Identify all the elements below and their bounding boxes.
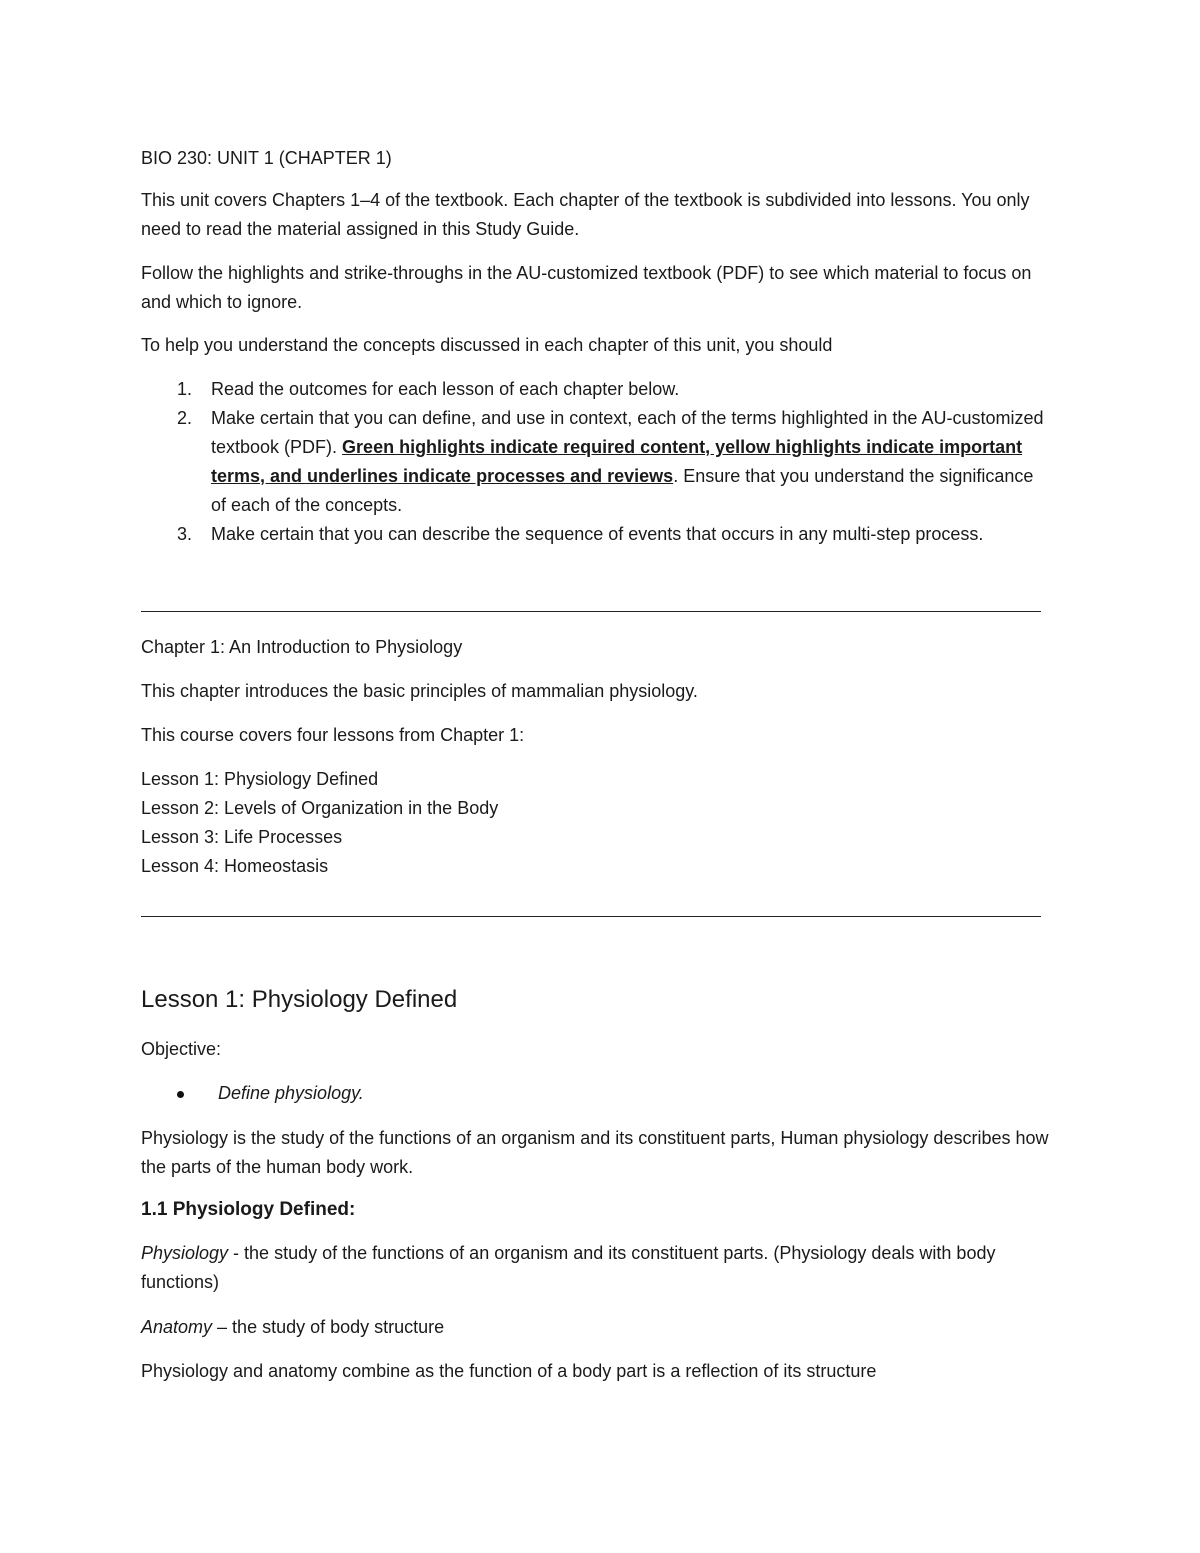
lesson-summary: Physiology is the study of the functions of an organism and its constituent parts, Human physiology describes how the parts of the human body work. (141, 1128, 1049, 1177)
list-item (141, 375, 1051, 404)
step-text-before: Make certain that you can define, and use in context, each of the terms highlighted in the AU-customized textbook (PDF). (211, 408, 1044, 457)
definition-text: - the study of the functions of an organism and its constituent parts. (Physiology deals with body functions) (141, 1243, 996, 1292)
definition-text: – the study of body structure (212, 1317, 445, 1337)
definition-anatomy (141, 1313, 1051, 1342)
definition-physiology (141, 1239, 1051, 1297)
section-title: Physiology Defined: (172, 1199, 356, 1220)
intro-paragraph-2: Follow the highlights and strike-throughs in the AU-customized textbook (PDF) to see which material to focus on and which to ignore. (141, 263, 1032, 312)
closing-statement: Physiology and anatomy combine as the function of a body part is a reflection of its structure (141, 1361, 877, 1381)
step-number: 1. (177, 379, 193, 399)
course-title: BIO 230: UNIT 1 (CHAPTER 1) (141, 148, 392, 168)
list-item: Lesson 4: Homeostasis (141, 856, 329, 876)
divider (141, 916, 1041, 917)
chapter-intro: This chapter introduces the basic principles of mammalian physiology. (141, 681, 698, 701)
list-item: Lesson 3: Life Processes (141, 827, 343, 847)
list-item: Lesson 2: Levels of Organization in the Body (141, 798, 499, 818)
step-number: 2. (177, 408, 193, 428)
objective-text: Define physiology. (218, 1083, 364, 1103)
chapter-title: Chapter 1: An Introduction to Physiology (141, 637, 463, 657)
section-number: 1.1 (141, 1199, 168, 1220)
list-item (141, 520, 1051, 549)
divider (141, 611, 1041, 612)
term-anatomy: Anatomy (141, 1317, 213, 1337)
step-text-after: . Ensure that you understand the significance of each of the concepts. (211, 466, 1034, 515)
lesson-heading: Lesson 1: Physiology Defined (141, 986, 458, 1013)
steps-list (141, 375, 1051, 549)
step-text: Make certain that you can describe the sequence of events that occurs in any multi-step process. (211, 524, 984, 544)
lessons-list (141, 765, 498, 881)
bullet-icon (177, 1091, 184, 1098)
list-item (141, 404, 1051, 520)
highlight-legend-emphasis: Green highlights indicate required content, yellow highlights indicate important terms, and underlines indicate processes and reviews (211, 437, 1023, 486)
section-heading (141, 1196, 355, 1224)
intro-paragraph-1: This unit covers Chapters 1–4 of the textbook. Each chapter of the textbook is subdivided into lessons. You only need to read the material assigned in this Study Guide. (141, 190, 1030, 239)
objective-label: Objective: (141, 1039, 222, 1059)
intro-paragraph-3: To help you understand the concepts discussed in each chapter of this unit, you should (141, 335, 833, 355)
term-physiology: Physiology (141, 1243, 229, 1263)
step-number: 3. (177, 524, 193, 544)
lessons-intro: This course covers four lessons from Chapter 1: (141, 725, 525, 745)
step-text: Read the outcomes for each lesson of each chapter below. (211, 379, 680, 399)
list-item: Lesson 1: Physiology Defined (141, 769, 379, 789)
